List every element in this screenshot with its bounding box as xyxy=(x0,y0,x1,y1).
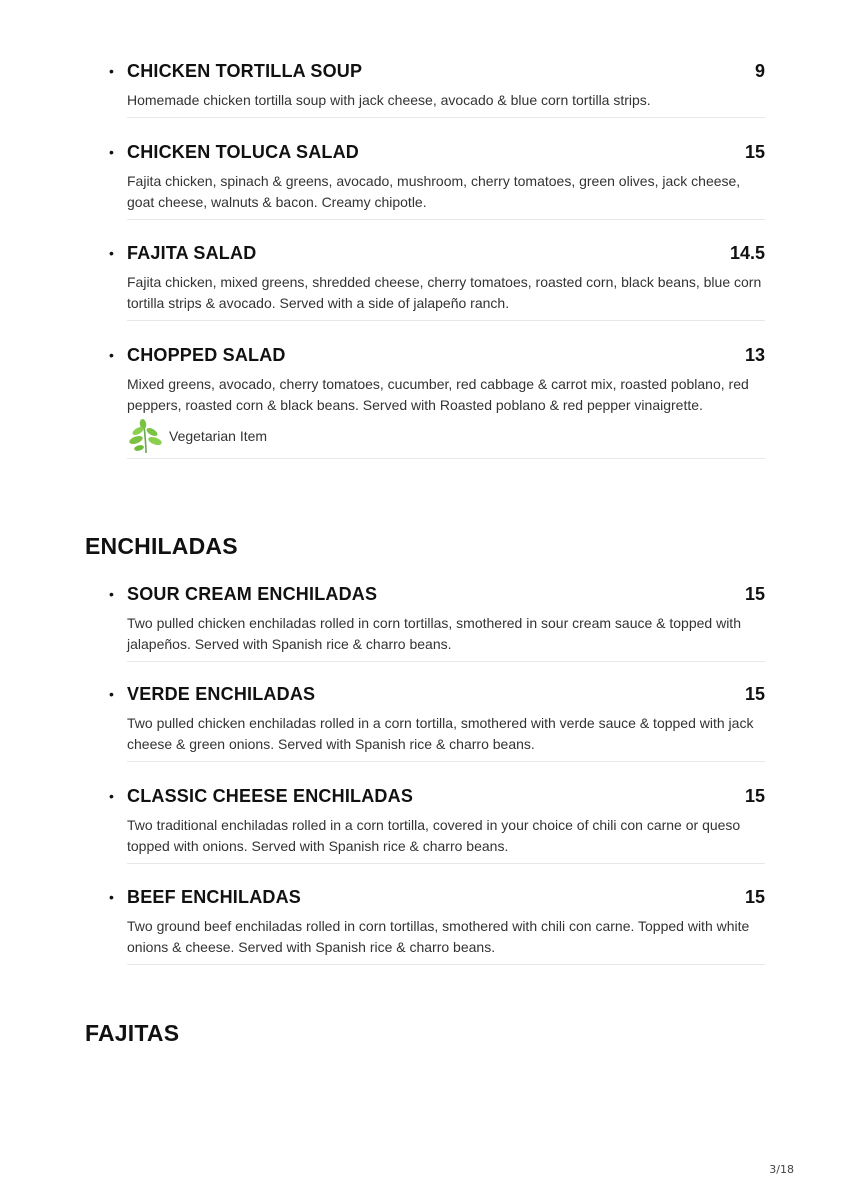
menu-item-chopped-salad xyxy=(109,344,765,459)
bullet-icon: • xyxy=(109,788,114,804)
bullet-icon: • xyxy=(109,347,114,363)
menu-item-beef-enchiladas xyxy=(109,886,765,965)
item-name: CLASSIC CHEESE ENCHILADAS xyxy=(127,786,414,806)
menu-item-chicken-toluca-salad xyxy=(109,141,765,220)
item-description: Fajita chicken, mixed greens, shredded cheese, cherry tomatoes, roasted corn, black beans, blue corn tortilla strips & avocado. Served with a side of jalapeño ranch. xyxy=(127,274,762,311)
item-description: Fajita chicken, spinach & greens, avocado, mushroom, cherry tomatoes, green olives, jack cheese, goat cheese, walnuts & bacon. Creamy chipotle. xyxy=(127,173,741,210)
section-heading-enchiladas: ENCHILADAS xyxy=(85,533,238,559)
bullet-icon: • xyxy=(109,245,114,261)
item-name: SOUR CREAM ENCHILADAS xyxy=(127,584,378,604)
bullet-icon: • xyxy=(109,586,114,602)
bullet-icon: • xyxy=(109,889,114,905)
item-name: CHICKEN TORTILLA SOUP xyxy=(127,61,363,81)
item-name: BEEF ENCHILADAS xyxy=(127,887,302,907)
bullet-icon: • xyxy=(109,144,114,160)
menu-item-classic-cheese-enchiladas xyxy=(109,785,765,864)
item-header xyxy=(109,683,765,705)
item-header xyxy=(109,886,765,908)
section-heading-fajitas: FAJITAS xyxy=(85,1020,180,1046)
item-description: Two pulled chicken enchiladas rolled in corn tortillas, smothered in sour cream sauce & topped with jalapeños. Served with Spanish rice & charro beans. xyxy=(127,615,741,652)
item-header xyxy=(109,141,765,163)
item-header xyxy=(109,583,765,605)
menu-item-verde-enchiladas xyxy=(109,683,765,762)
vegetarian-tag xyxy=(127,418,765,454)
item-price: 15 xyxy=(744,584,765,604)
bullet-icon: • xyxy=(109,63,114,79)
item-description: Homemade chicken tortilla soup with jack cheese, avocado & blue corn tortilla strips. xyxy=(127,92,651,108)
item-name: VERDE ENCHILADAS xyxy=(127,684,316,704)
item-header xyxy=(109,60,765,82)
item-price: 15 xyxy=(744,142,765,162)
item-name: CHOPPED SALAD xyxy=(127,345,286,365)
menu-item-sour-cream-enchiladas xyxy=(109,583,765,662)
page-number: 3/18 xyxy=(769,1163,794,1176)
menu-item-chicken-tortilla-soup xyxy=(109,60,765,118)
item-header xyxy=(109,242,765,264)
vegetarian-label: Vegetarian Item xyxy=(169,428,268,444)
item-price: 15 xyxy=(744,887,765,907)
item-price: 15 xyxy=(744,786,765,806)
herb-leaf-icon xyxy=(127,418,165,454)
item-description: Two pulled chicken enchiladas rolled in a corn tortilla, smothered with verde sauce & topped with jack cheese & green onions. Served with Spanish rice & charro beans. xyxy=(127,715,754,752)
menu-item-fajita-salad xyxy=(109,242,765,321)
item-name: CHICKEN TOLUCA SALAD xyxy=(127,142,359,162)
bullet-icon: • xyxy=(109,686,114,702)
item-description: Two ground beef enchiladas rolled in corn tortillas, smothered with chili con carne. Topped with white onions & cheese. Served with Spanish rice & charro beans. xyxy=(127,918,750,955)
item-description: Two traditional enchiladas rolled in a corn tortilla, covered in your choice of chili con carne or queso topped with onions. Served with Spanish rice & charro beans. xyxy=(127,817,741,854)
item-price: 15 xyxy=(744,684,765,704)
item-price: 9 xyxy=(754,61,765,81)
item-price: 14.5 xyxy=(729,243,765,263)
item-description: Mixed greens, avocado, cherry tomatoes, cucumber, red cabbage & carrot mix, roasted poblano, red peppers, roasted corn & black beans. Served with Roasted poblano & red pepper vinaigrette. xyxy=(127,376,749,413)
item-header xyxy=(109,344,765,366)
item-price: 13 xyxy=(744,345,765,365)
item-name: FAJITA SALAD xyxy=(127,243,257,263)
item-header xyxy=(109,785,765,807)
